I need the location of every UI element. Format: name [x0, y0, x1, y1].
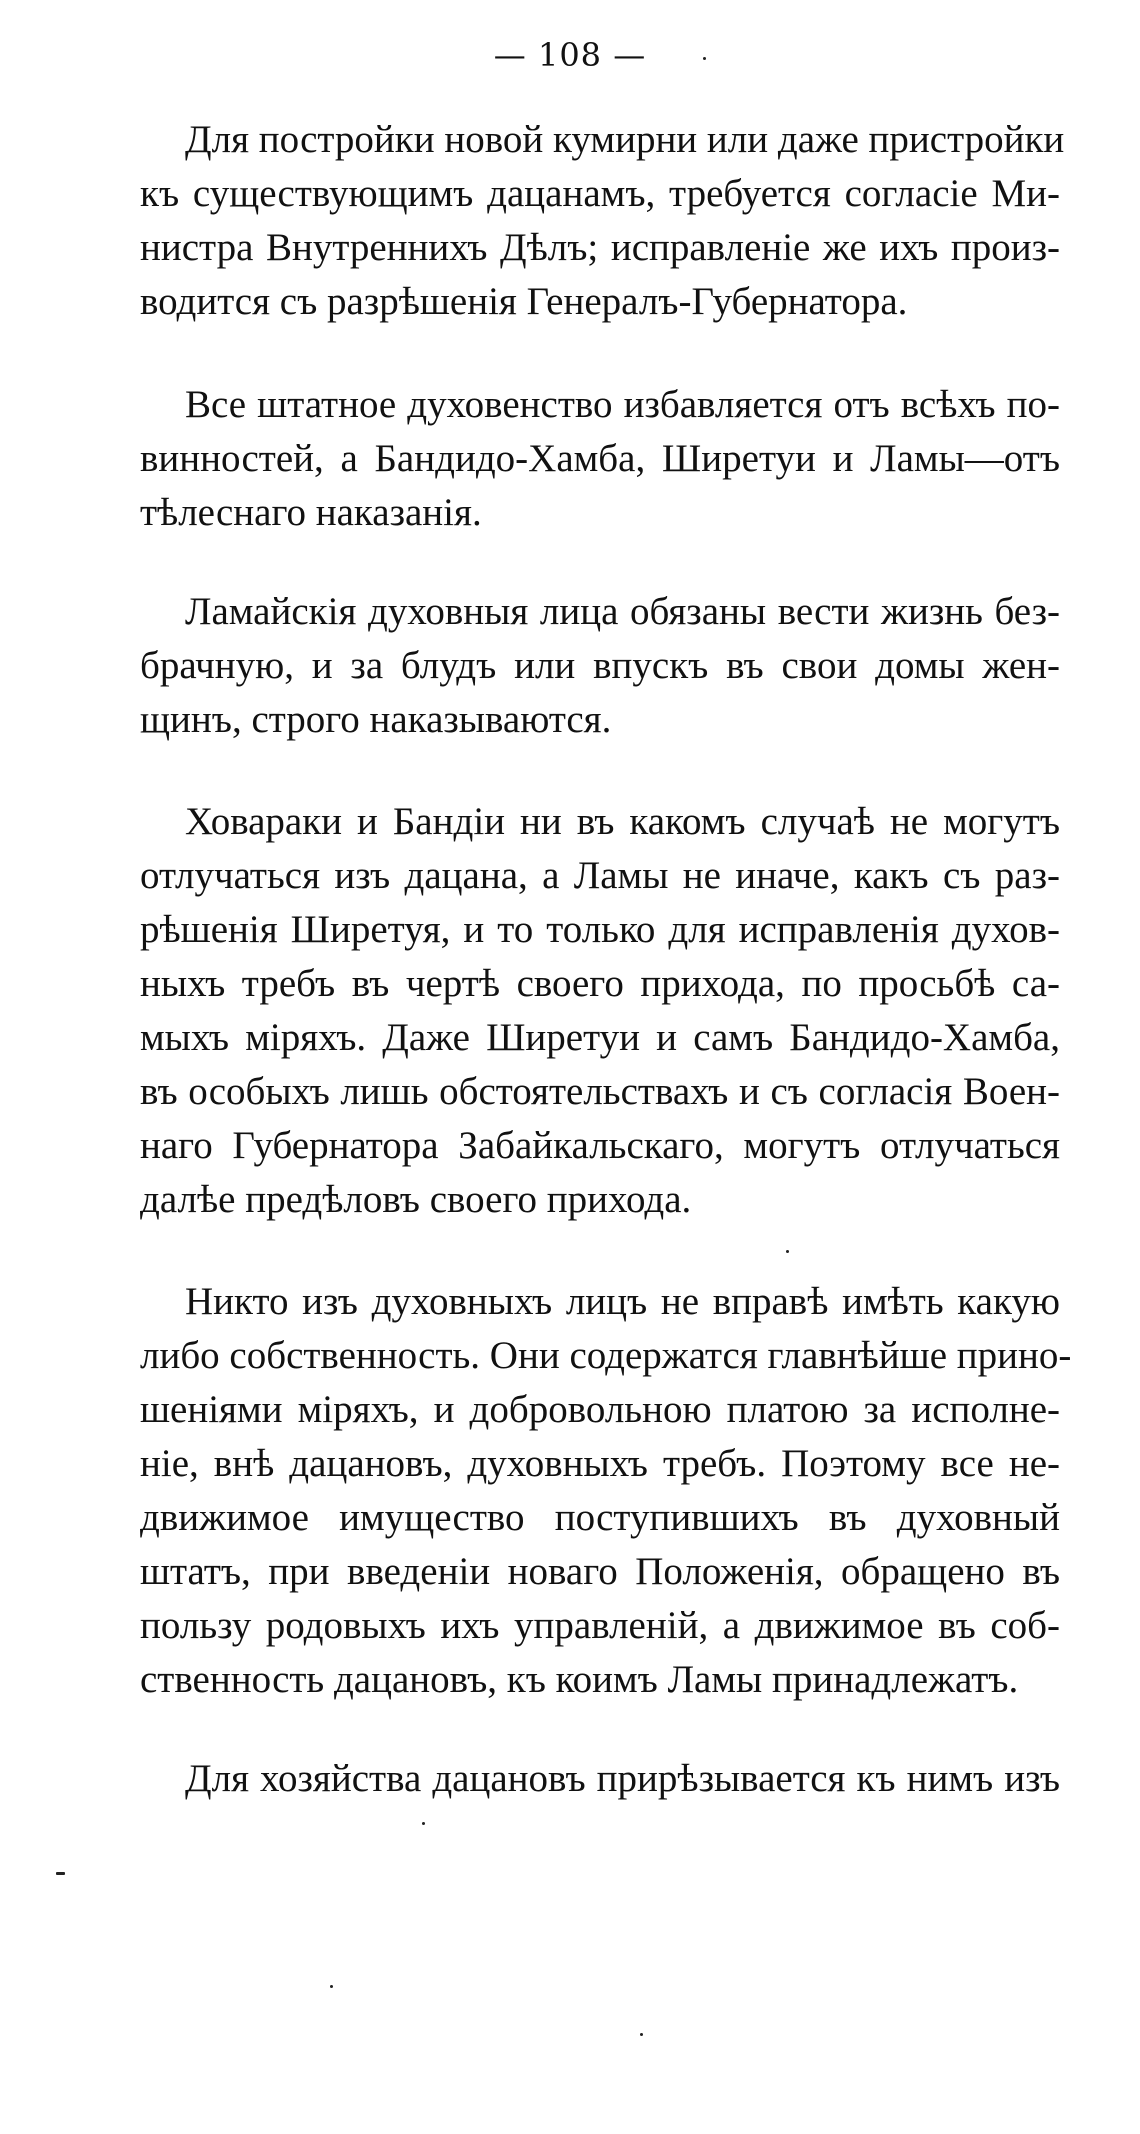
text-line: водится съ разрѣшенія Генералъ-Губернатора. [140, 280, 908, 323]
text-line: ныхъ требъ въ чертѣ своего прихода, по просьбѣ са- [140, 962, 1060, 1005]
text-line: тѣлеснаго наказанія. [140, 491, 482, 534]
scan-speck [640, 2033, 643, 2036]
paragraph-4 [140, 795, 1060, 1227]
paragraph-3 [140, 585, 1060, 747]
text-line: либо собственность. Они содержатся главнѣйше прино- [140, 1334, 1072, 1377]
text-line: шеніями міряхъ, и добровольною платою за исполне- [140, 1388, 1060, 1431]
text-line: ніе, внѣ дацановъ, духовныхъ требъ. Поэтому все не- [140, 1442, 1060, 1485]
text-line: Никто изъ духовныхъ лицъ не вправѣ имѣть какую [185, 1280, 1060, 1323]
text-line: Для постройки новой кумирни или даже пристройки [185, 118, 1065, 161]
text-line: штатъ, при введеніи новаго Положенія, обращено въ [140, 1550, 1060, 1593]
text-line: пользу родовыхъ ихъ управленій, а движимое въ соб- [140, 1604, 1060, 1647]
text-line: Ховараки и Бандіи ни въ какомъ случаѣ не могутъ [185, 800, 1060, 843]
text-line: наго Губернатора Забайкальскаго, могутъ отлучаться [140, 1124, 1060, 1167]
scan-speck [422, 1822, 425, 1825]
scan-speck [786, 1250, 789, 1253]
paragraph-1 [140, 113, 1065, 329]
text-line: къ существующимъ дацанамъ, требуется согласіе Ми- [140, 172, 1060, 215]
text-line: въ особыхъ лишь обстоятельствахъ и съ согласія Воен- [140, 1070, 1060, 1113]
text-line: щинъ, строго наказываются. [140, 698, 612, 741]
page-number: — 108 — [493, 36, 647, 74]
text-line: винностей, а Бандидо-Хамба, Ширетуи и Ламы—отъ [140, 437, 1060, 480]
scan-speck [703, 57, 706, 60]
text-line: Все штатное духовенство избавляется отъ всѣхъ по- [185, 383, 1060, 426]
paragraph-2 [140, 378, 1060, 540]
text-line: движимое имущество поступившихъ въ духовный [140, 1496, 1060, 1539]
text-line: нистра Внутреннихъ Дѣлъ; исправленіе же ихъ произ- [140, 226, 1060, 269]
paragraph-6 [140, 1752, 1060, 1806]
scan-speck [56, 1872, 65, 1875]
text-line: отлучаться изъ дацана, а Ламы не иначе, какъ съ раз- [140, 854, 1060, 897]
text-line: мыхъ міряхъ. Даже Ширетуи и самъ Бандидо-Хамба, [140, 1016, 1060, 1059]
scan-speck [330, 1985, 333, 1988]
text-line: рѣшенія Ширетуя, и то только для исправленія духов- [140, 908, 1060, 951]
text-line: Ламайскія духовныя лица обязаны вести жизнь без- [185, 590, 1060, 633]
text-line: брачную, и за блудъ или впускъ въ свои домы жен- [140, 644, 1060, 687]
text-line: Для хозяйства дацановъ прирѣзывается къ нимъ изъ [185, 1757, 1060, 1800]
text-line: далѣе предѣловъ своего прихода. [140, 1178, 692, 1221]
text-line: ственность дацановъ, къ коимъ Ламы принадлежатъ. [140, 1658, 1019, 1701]
paragraph-5 [140, 1275, 1072, 1707]
